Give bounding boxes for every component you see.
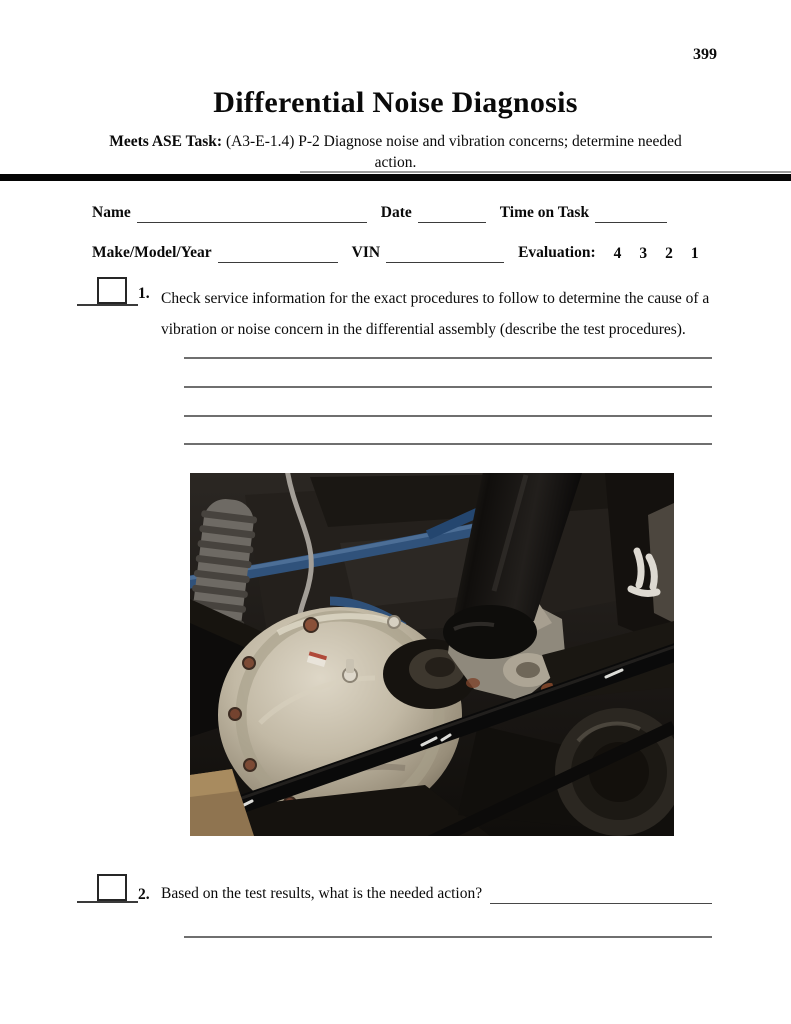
form-row-1 (92, 204, 667, 223)
name-label: Name (92, 204, 131, 221)
task-1-checkbox[interactable] (97, 277, 127, 304)
task-2-answer-inline[interactable] (490, 885, 712, 904)
make-model-year-label: Make/Model/Year (92, 244, 212, 261)
make-model-year-field[interactable] (218, 245, 338, 263)
evaluation-score-1[interactable]: 1 (690, 245, 699, 262)
task-2-checkbox-line (77, 901, 138, 903)
evaluation-label: Evaluation: (518, 244, 596, 261)
task-1-answer-line-4[interactable] (184, 443, 712, 445)
task-2-text: Based on the test results, what is the needed action? (161, 885, 483, 902)
task-2-answer-line-2[interactable] (184, 936, 712, 938)
name-field[interactable] (137, 205, 367, 223)
task-1-answer-line-1[interactable] (184, 357, 712, 359)
task-2-number: 2. (138, 886, 150, 903)
task-1-text: Check service information for the exact procedures to follow to determine the cause of a vibration or noise concern in the differential assembly (describe the test procedures). (161, 290, 710, 338)
evaluation-score-2[interactable]: 2 (665, 245, 673, 262)
time-on-task-label: Time on Task (499, 204, 590, 221)
ase-task-text-line1: (A3-E-1.4) P-2 Diagnose noise and vibration concerns; determine needed (225, 133, 682, 150)
header-divider-thin (300, 171, 791, 173)
page-number: 399 (693, 46, 717, 63)
page-title: Differential Noise Diagnosis (213, 86, 578, 119)
vin-label: VIN (351, 244, 381, 261)
time-on-task-field[interactable] (595, 205, 667, 223)
evaluation-score-4[interactable]: 4 (613, 245, 622, 262)
ase-task-label: Meets ASE Task: (109, 133, 223, 150)
task-1-number: 1. (138, 285, 150, 302)
task-1-answer-line-3[interactable] (184, 415, 712, 417)
date-field[interactable] (418, 205, 486, 223)
task-2-checkbox[interactable] (97, 874, 127, 901)
task-1-checkbox-line (77, 304, 138, 306)
vin-field[interactable] (386, 245, 504, 263)
differential-photo (190, 473, 674, 836)
ase-task-subtitle (0, 131, 791, 173)
task-2-row (161, 884, 712, 904)
form-row-2 (92, 244, 699, 263)
date-label: Date (380, 204, 412, 221)
task-1-answer-line-2[interactable] (184, 386, 712, 388)
header-divider (0, 174, 791, 181)
evaluation-score-3[interactable]: 3 (639, 245, 648, 262)
ase-task-text-line2: action. (374, 154, 417, 171)
